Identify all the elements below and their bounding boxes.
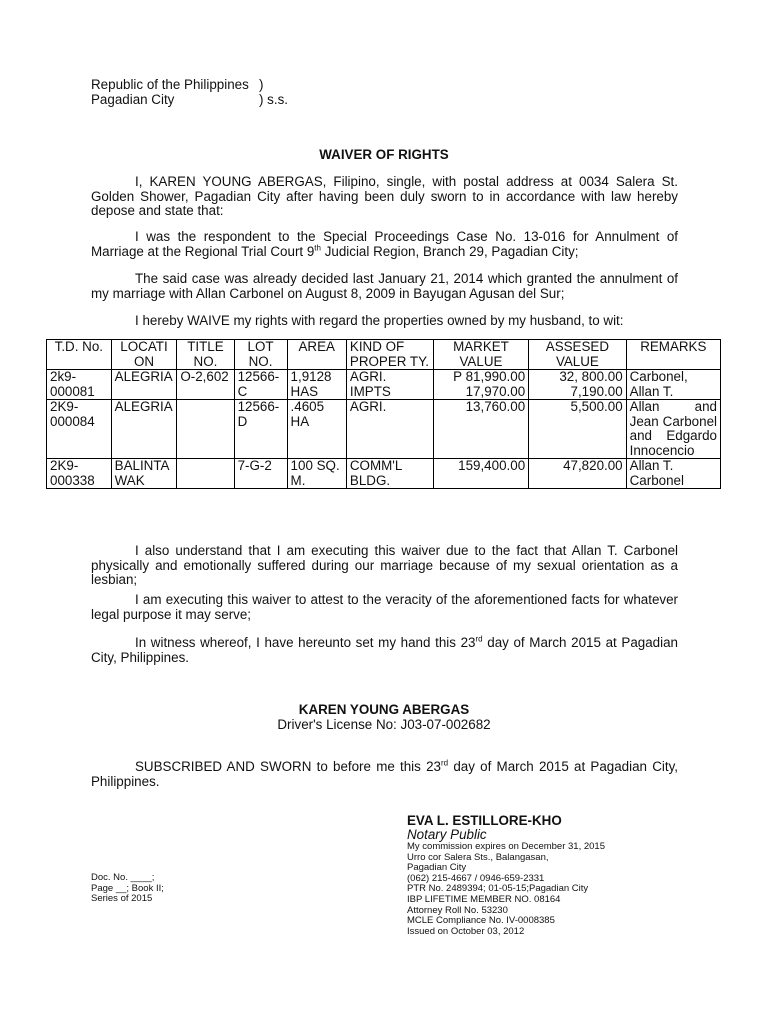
venue-country: Republic of the Philippines xyxy=(91,77,249,92)
table-row xyxy=(47,370,721,400)
cell-kind: COMM'L BLDG. xyxy=(346,459,433,489)
cell-location: BALINTA WAK xyxy=(111,459,177,489)
notary-mcle: MCLE Compliance No. IV-0008385 xyxy=(407,915,555,927)
cell-title: O-2,602 xyxy=(177,370,234,400)
affiant-license: Driver's License No: J03-07-002682 xyxy=(277,717,491,732)
cell-td: 2k9-000081 xyxy=(47,370,112,400)
cell-remarks: Carbonel, Allan T. xyxy=(626,370,720,400)
notary-ptr: PTR No. 2489394; 01-05-15;Pagadian City xyxy=(407,883,589,895)
header-kind: KIND OF PROPER TY. xyxy=(346,340,433,370)
header-location: LOCATI ON xyxy=(111,340,177,370)
cell-title xyxy=(177,400,234,459)
notary-role: Notary Public xyxy=(407,827,487,842)
cell-area: 1,9128 HAS xyxy=(287,370,346,400)
cell-area: 100 SQ. M. xyxy=(287,459,346,489)
cell-location: ALEGRIA xyxy=(111,370,177,400)
affiant-name: KAREN YOUNG ABERGAS xyxy=(298,702,470,717)
paragraph-waive: I hereby WAIVE my rights with regard the properties owned by my husband, to wit: xyxy=(135,313,624,328)
cell-td: 2K9-000338 xyxy=(47,459,112,489)
cell-market: P 81,990.00 17,970.00 xyxy=(433,370,528,400)
paragraph-case: I was the respondent to the Special Proceedings Case No. 13-016 for Annulment of Marriage at the Regional Trial Court 9th Judicial Region, Branch 29, Pagadian City; xyxy=(91,229,678,259)
cell-lot: 7-G-2 xyxy=(234,459,287,489)
document-title: WAIVER OF RIGHTS xyxy=(319,147,449,162)
venue-block xyxy=(91,78,288,107)
header-title: TITLE NO. xyxy=(177,340,234,370)
cell-location: ALEGRIA xyxy=(111,400,177,459)
cell-lot: 12566-C xyxy=(234,370,287,400)
notary-issued: Issued on October 03, 2012 xyxy=(407,925,525,937)
venue-bracket: ) xyxy=(259,77,264,92)
cell-remarks: Allan and Jean Carbonel and Edgardo Innocencio xyxy=(626,400,720,459)
header-market: MARKET VALUE xyxy=(433,340,528,370)
cell-assessed: 5,500.00 xyxy=(529,400,626,459)
cell-lot: 12566-D xyxy=(234,400,287,459)
notary-commission: My commission expires on December 31, 2015 xyxy=(407,841,606,852)
cell-title xyxy=(177,459,234,489)
paragraph-decision: The said case was already decided last January 21, 2014 which granted the annulment of my marriage with Allan Carbonel on August 8, 2009 in Bayugan Agusan del Sur; xyxy=(91,271,678,301)
cell-market: 13,760.00 xyxy=(433,400,528,459)
notary-address-2: Pagadian City xyxy=(407,862,467,874)
doc-number: Doc. No. ____; xyxy=(91,872,155,883)
paragraph-jurat: SUBSCRIBED AND SWORN to before me this 23rd day of March 2015 at Pagadian City, Philippines. xyxy=(91,758,678,789)
notary-ibp: IBP LIFETIME MEMBER NO. 08164 xyxy=(407,893,561,905)
venue-ss: ) s.s. xyxy=(259,91,289,107)
series: Series of 2015 xyxy=(91,893,153,905)
cell-td: 2K9-000084 xyxy=(47,400,112,459)
cell-remarks: Allan T. Carbonel xyxy=(626,459,720,489)
notary-name: EVA L. ESTILLORE-KHO xyxy=(407,813,562,828)
paragraph-purpose: I am executing this waiver to attest to the veracity of the aforementioned facts for whatever legal purpose it may serve; xyxy=(91,592,678,622)
cell-market: 159,400.00 xyxy=(433,459,528,489)
paragraph-reason: I also understand that I am executing this waiver due to the fact that Allan T. Carbonel physically and emotionally suffered during our marriage because of my sexual orientation as a lesbian; xyxy=(91,543,678,587)
header-remarks: REMARKS xyxy=(626,340,720,370)
page-book: Page __; Book II; xyxy=(91,882,164,894)
table-row xyxy=(47,400,721,459)
notary-phone: (062) 215-4667 / 0946-659-2331 xyxy=(407,872,545,884)
notary-details xyxy=(407,842,605,937)
header-assessed: ASSESED VALUE xyxy=(529,340,626,370)
cell-area: .4605 HA xyxy=(287,400,346,459)
header-td: T.D. No. xyxy=(47,340,112,370)
doc-info xyxy=(91,873,164,905)
header-lot: LOT NO. xyxy=(234,340,287,370)
cell-kind: AGRI. IMPTS xyxy=(346,370,433,400)
table-row xyxy=(47,459,721,489)
cell-assessed: 32, 800.00 7,190.00 xyxy=(529,370,626,400)
venue-city: Pagadian City xyxy=(91,91,175,107)
cell-kind: AGRI. xyxy=(346,400,433,459)
notary-roll: Attorney Roll No. 53230 xyxy=(407,904,508,916)
property-table xyxy=(46,339,721,489)
table-header-row xyxy=(47,340,721,370)
paragraph-witness: In witness whereof, I have hereunto set my hand this 23rd day of March 2015 at Pagadian City, Philippines. xyxy=(91,634,678,665)
paragraph-affiant-intro: I, KAREN YOUNG ABERGAS, Filipino, single, with postal address at 0034 Salera St. Golden Shower, Pagadian City after having been duly sworn to in accordance with law hereby depose and state that: xyxy=(91,174,678,218)
cell-assessed: 47,820.00 xyxy=(529,459,626,489)
header-area: AREA xyxy=(287,340,346,370)
notary-address-1: Urro cor Salera Sts., Balangasan, xyxy=(407,851,549,863)
